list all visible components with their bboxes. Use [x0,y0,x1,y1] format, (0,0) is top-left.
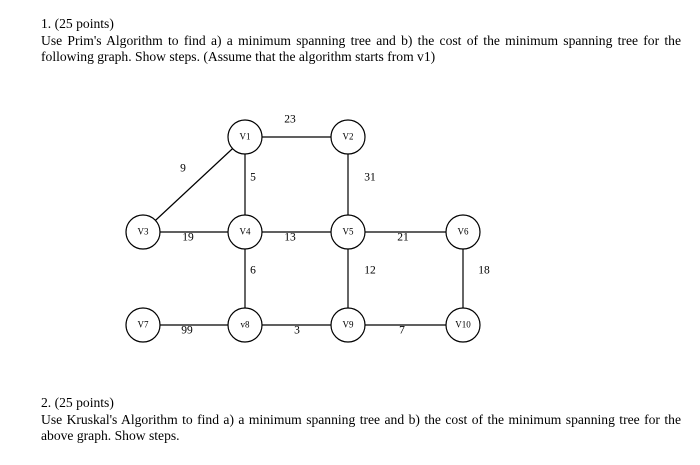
node-v4 [228,215,262,249]
node-label-v4: V4 [239,226,251,237]
question-1-body: Use Prim's Algorithm to find a) a minimum spanning tree and b) the cost of the minimum spanning tree for the following graph. Show steps. (Assume that the algorithm starts from v1) [41,32,681,65]
node-v8 [228,308,262,342]
node-v9 [331,308,365,342]
edge-v1-v3 [143,137,245,232]
node-v5 [331,215,365,249]
node-v6 [446,215,480,249]
node-label-v9: V9 [342,319,354,330]
node-label-v10: V10 [455,319,471,330]
node-v3 [126,215,160,249]
edge-weight-v6-v10: 18 [478,264,490,277]
edge-weight-v4-v5: 13 [284,231,296,244]
edge-weight-v3-v4: 19 [182,231,194,244]
question-2 [41,395,681,445]
node-label-v7: V7 [137,319,149,330]
question-1-header: 1. (25 points) [41,16,114,31]
graph-nodes [126,120,480,342]
node-label-v3: V3 [137,226,149,237]
edge-weight-v1-v4: 5 [250,171,256,184]
node-label-v8: v8 [240,319,250,330]
edge-weight-v8-v9: 3 [294,324,300,337]
node-label-v5: V5 [342,226,354,237]
edge-weight-v7-v8: 99 [181,324,193,337]
edge-weight-v2-v5: 31 [364,171,376,184]
edge-weight-v5-v9: 12 [364,264,376,277]
node-v2 [331,120,365,154]
node-v1 [228,120,262,154]
question-2-body: Use Kruskal's Algorithm to find a) a minimum spanning tree and b) the cost of the minimum spanning tree for the above graph. Show steps. [41,411,681,444]
edge-weight-v1-v2: 23 [284,113,296,126]
node-label-v1: V1 [239,131,251,142]
edge-weight-v1-v3: 9 [180,162,186,175]
edge-weight-v4-v8: 6 [250,264,256,277]
node-v7 [126,308,160,342]
edge-weight-v5-v6: 21 [397,231,409,244]
node-v10 [446,308,480,342]
question-2-header: 2. (25 points) [41,395,114,410]
edge-weight-v9-v10: 7 [399,324,405,337]
node-label-v2: V2 [342,131,354,142]
node-label-v6: V6 [457,226,469,237]
